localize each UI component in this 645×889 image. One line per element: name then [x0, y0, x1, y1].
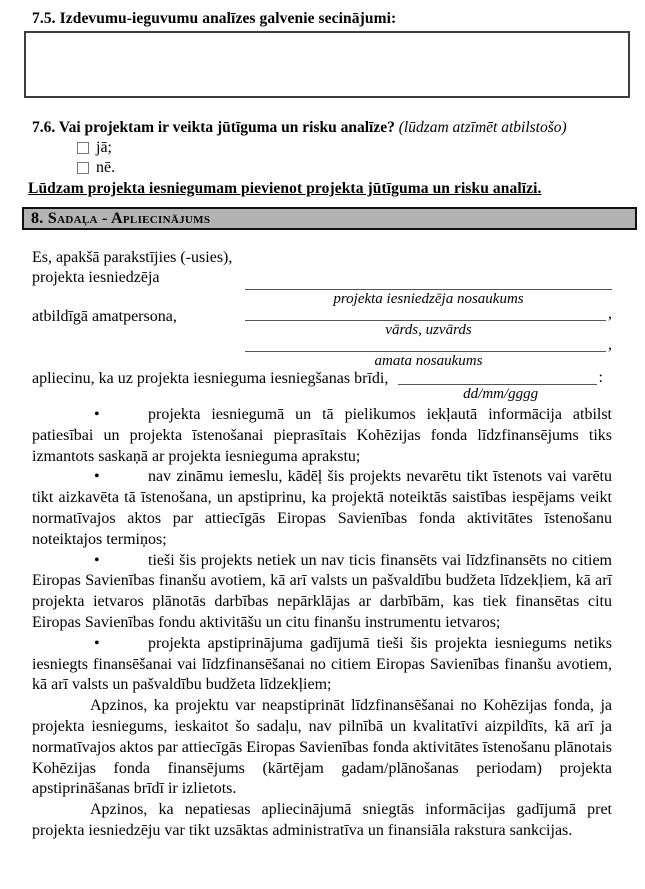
- signature-block: [32, 248, 612, 402]
- date-suffix: :: [598, 369, 603, 386]
- section-7-6-question: 7.6. Vai projektam ir veikta jūtīguma un risku analīze?: [32, 119, 395, 136]
- signature-row-person-name: [32, 307, 612, 338]
- option-ja-label: jā;: [96, 139, 112, 156]
- applicant-name-fieldgroup: [245, 248, 612, 307]
- person-name-field[interactable]: [245, 307, 606, 321]
- applicant-name-field[interactable]: [245, 248, 612, 290]
- declaration-bullet-3: [32, 551, 612, 634]
- section-7-6-heading: [32, 118, 612, 138]
- applicant-name-label: projekta iesniedzēja nosaukums: [333, 291, 524, 307]
- section-7-5-heading: 7.5. Izdevumu-ieguvumu analīzes galvenie secinājumi:: [32, 10, 397, 27]
- declaration-intro: [32, 248, 245, 307]
- declaration-bullet-3-text: tieši šis projekts netiek un nav ticis finansēts vai līdzfinansēts no citiem Eiropas Savienības finanšu avotiem, kā arī valsts un pašvaldību budžeta līdzekļiem, kā arī projekta ietvaros plānotās darbības nepārklājas ar darbībām, kas tiek finansētas citu Eiropas Savienības fondu aktivitāšu un citu finanšu instrumentu ietvaros;: [32, 551, 612, 631]
- responsible-official-text: atbildīgā amatpersona,: [32, 308, 177, 325]
- position-suffix: ,: [608, 336, 612, 353]
- declaration-bullet-4-text: projekta apstiprinājuma gadījumā tieši šis projekta iesniegums netiks iesniegts finansēšanai vai līdzfinansēšanai no citiem Eiropas Savienības finanšu avotiem, kā arī valsts un pašvaldību budžeta līdzekļiem;: [32, 634, 612, 694]
- signature-row-applicant-name: [32, 248, 612, 307]
- section-8-header-bar: [22, 207, 637, 230]
- position-label: amata nosaukums: [374, 353, 483, 369]
- position-field[interactable]: [245, 338, 606, 352]
- option-row-yes: [77, 138, 612, 158]
- signature-row-position: [32, 338, 612, 369]
- declaration-bullet-1: [32, 405, 612, 467]
- signature-row-date: [32, 369, 612, 402]
- attachment-note: Lūdzam projekta iesniegumam pievienot projekta jūtīguma un risku analīzi.: [28, 180, 542, 197]
- declaration-bullet-2: [32, 467, 612, 550]
- date-format-label: dd/mm/gggg: [463, 386, 539, 402]
- date-field[interactable]: [398, 369, 596, 385]
- bullet-marker: •: [94, 468, 100, 486]
- declaration-intro-line1: Es, apakšā parakstījies (-usies),: [32, 249, 233, 266]
- declaration-bullet-1-text: projekta iesniegumā un tā pielikumos iekļautā informācija atbilst patiesībai un projekta īstenošanai pieprasītais Kohēzijas fonda līdzfinansējums tiks izmantots saskaņā ar projekta iesnieguma aprakstu;: [32, 406, 612, 465]
- option-row-no: [77, 158, 612, 178]
- bullet-marker: •: [94, 634, 100, 652]
- declaration-bullet-2-text: nav zināmu iemeslu, kādēļ šis projekts nevarētu tikt īstenots vai varētu tikt aizkavēta tā īstenošana, un apstiprinu, ka projektā noteiktās saistības iespējams veikt normatīvajos aktos par attiecīgās Eiropas Savienības fonda aktivitātes īstenošanu noteiktajos termiņos;: [32, 468, 612, 548]
- option-ne-label: nē.: [96, 159, 116, 176]
- section-7-5-answer-box[interactable]: [24, 31, 630, 98]
- position-fieldgroup: [245, 338, 612, 369]
- bullet-marker: •: [94, 406, 100, 423]
- date-fieldgroup: [398, 369, 603, 402]
- declaration-intro-line2: projekta iesniedzēja: [32, 269, 160, 286]
- checkbox-ne[interactable]: [77, 162, 89, 174]
- person-name-fieldgroup: [245, 307, 612, 338]
- declaration-text: [32, 405, 612, 842]
- person-name-label: vārds, uzvārds: [385, 322, 472, 338]
- position-left-spacer: [32, 338, 245, 369]
- certify-text: apliecinu, ka uz projekta iesnieguma iesniegšanas brīdi,: [32, 370, 389, 387]
- declaration-bullet-4: [32, 634, 612, 696]
- checkbox-ja[interactable]: [77, 142, 89, 154]
- section-7-6-instruction: (lūdzam atzīmēt atbilstošo): [398, 119, 567, 136]
- declaration-paragraph-1: Apzinos, ka projektu var neapstiprināt līdzfinansēšanai no Kohēzijas fonda, ja projekta iesniegums, ieskaitot šo sadaļu, nav pilnībā un kvalitatīvi aizpildīts, kā arī ja normatīvajos aktos par attiecīgās Eiropas Savienības fonda aktivitātes īstenošanu plānotais Kohēzijas fonda finansējums (kārtējam gadam/plānošanas periodam) projekta apstiprināšanas brīdī ir izlietots.: [32, 697, 612, 798]
- person-name-suffix: ,: [608, 305, 612, 322]
- bullet-marker: •: [94, 551, 100, 569]
- section-8-header-title: 8. Sadaļa - Apliecinājums: [31, 209, 211, 227]
- declaration-paragraph-2: Apzinos, ka nepatiesas apliecinājumā sniegtās informācijas gadījumā pret projekta iesniedzēju var tikt uzsāktas administratīva un finansiāla rakstura sankcijas.: [32, 801, 612, 839]
